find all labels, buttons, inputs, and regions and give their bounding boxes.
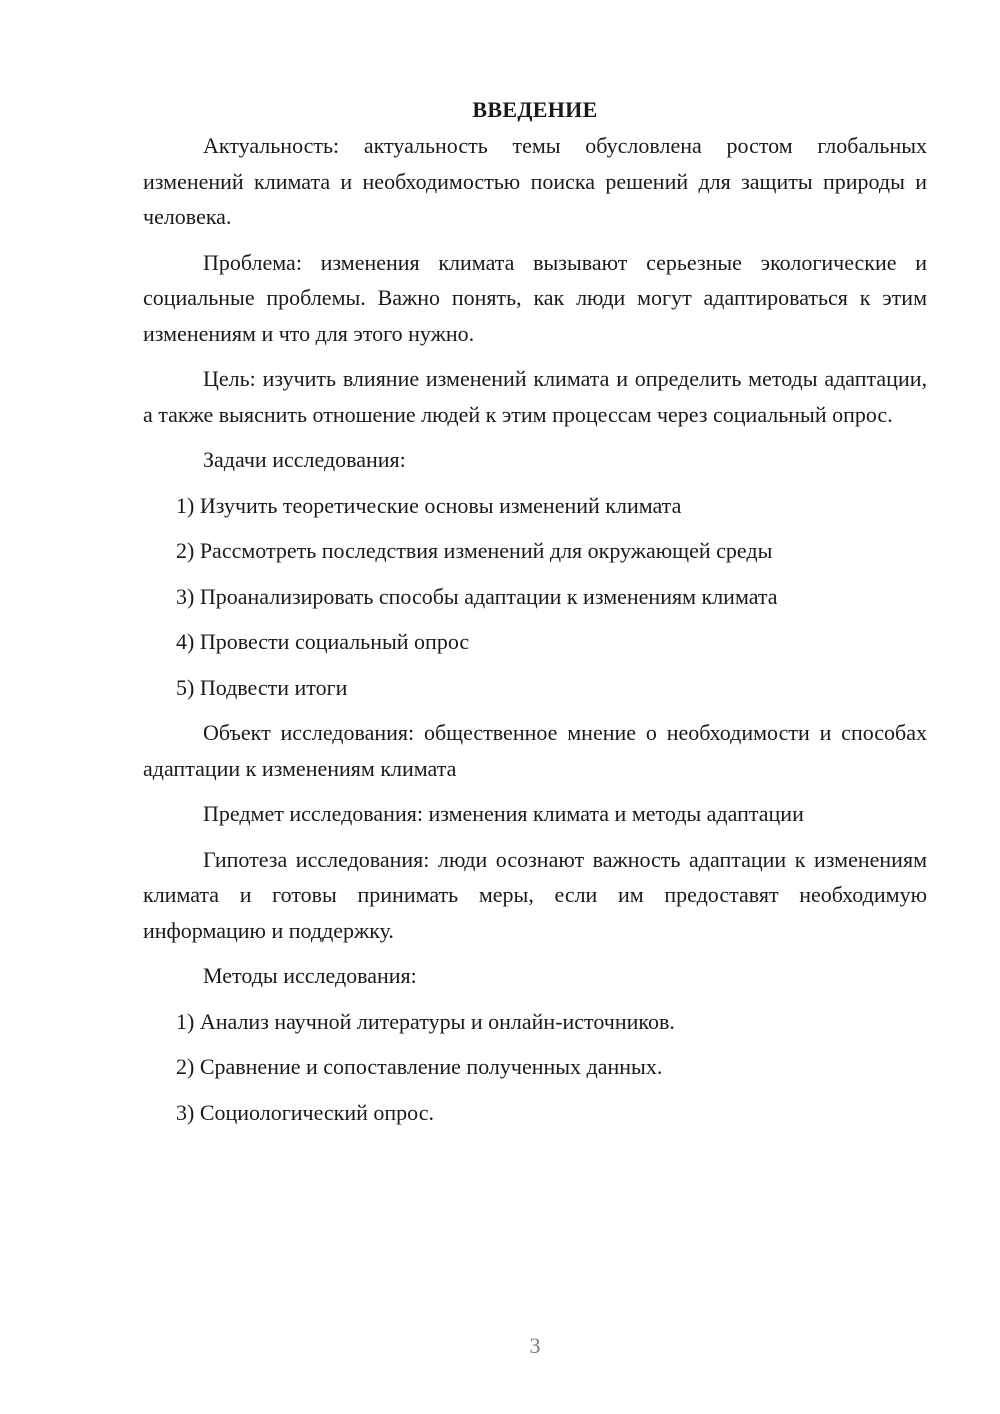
page-content [143, 92, 927, 1140]
task-item-5: 5) Подвести итоги [176, 674, 348, 700]
methods-heading: Методы исследования: [203, 963, 417, 988]
page-title: ВВЕДЕНИЕ [472, 97, 598, 122]
tasks-heading: Задачи исследования: [203, 447, 406, 472]
relevance-paragraph: Актуальность: актуальность темы обусловлена ростом глобальных изменений климата и необходимостью поиска решений для защиты природы и человека. [143, 133, 927, 229]
task-item-3: 3) Проанализировать способы адаптации к изменениям климата [176, 583, 778, 609]
hypothesis-paragraph: Гипотеза исследования: люди осознают важность адаптации к изменениям климата и готовы принимать меры, если им предоставят необходимую информацию и поддержку. [143, 846, 927, 943]
page-number: 3 [529, 1333, 541, 1358]
goal-paragraph: Цель: изучить влияние изменений климата и определить методы адаптации, а также выяснить отношение людей к этим процессам через социальный опрос. [143, 366, 927, 427]
task-item-4: 4) Провести социальный опрос [176, 629, 470, 654]
problem-paragraph: Проблема: изменения климата вызывают серьезные экологические и социальные проблемы. Важно понять, как люди могут адаптироваться к этим изменениям и что для этого нужно. [143, 249, 927, 346]
task-item-2: 2) Рассмотреть последствия изменений для окружающей среды [176, 538, 773, 563]
method-item-2: 2) Сравнение и сопоставление полученных данных. [176, 1054, 663, 1079]
subject-paragraph: Предмет исследования: изменения климата и методы адаптации [203, 801, 804, 826]
object-paragraph: Объект исследования: общественное мнение о необходимости и способах адаптации к изменениям климата [143, 720, 927, 781]
method-item-3: 3) Социологический опрос. [176, 1099, 434, 1125]
method-item-1: 1) Анализ научной литературы и онлайн-источников. [176, 1008, 675, 1034]
task-item-1: 1) Изучить теоретические основы изменений климата [176, 492, 682, 518]
tasks-list [143, 488, 927, 706]
methods-list [143, 1004, 927, 1131]
